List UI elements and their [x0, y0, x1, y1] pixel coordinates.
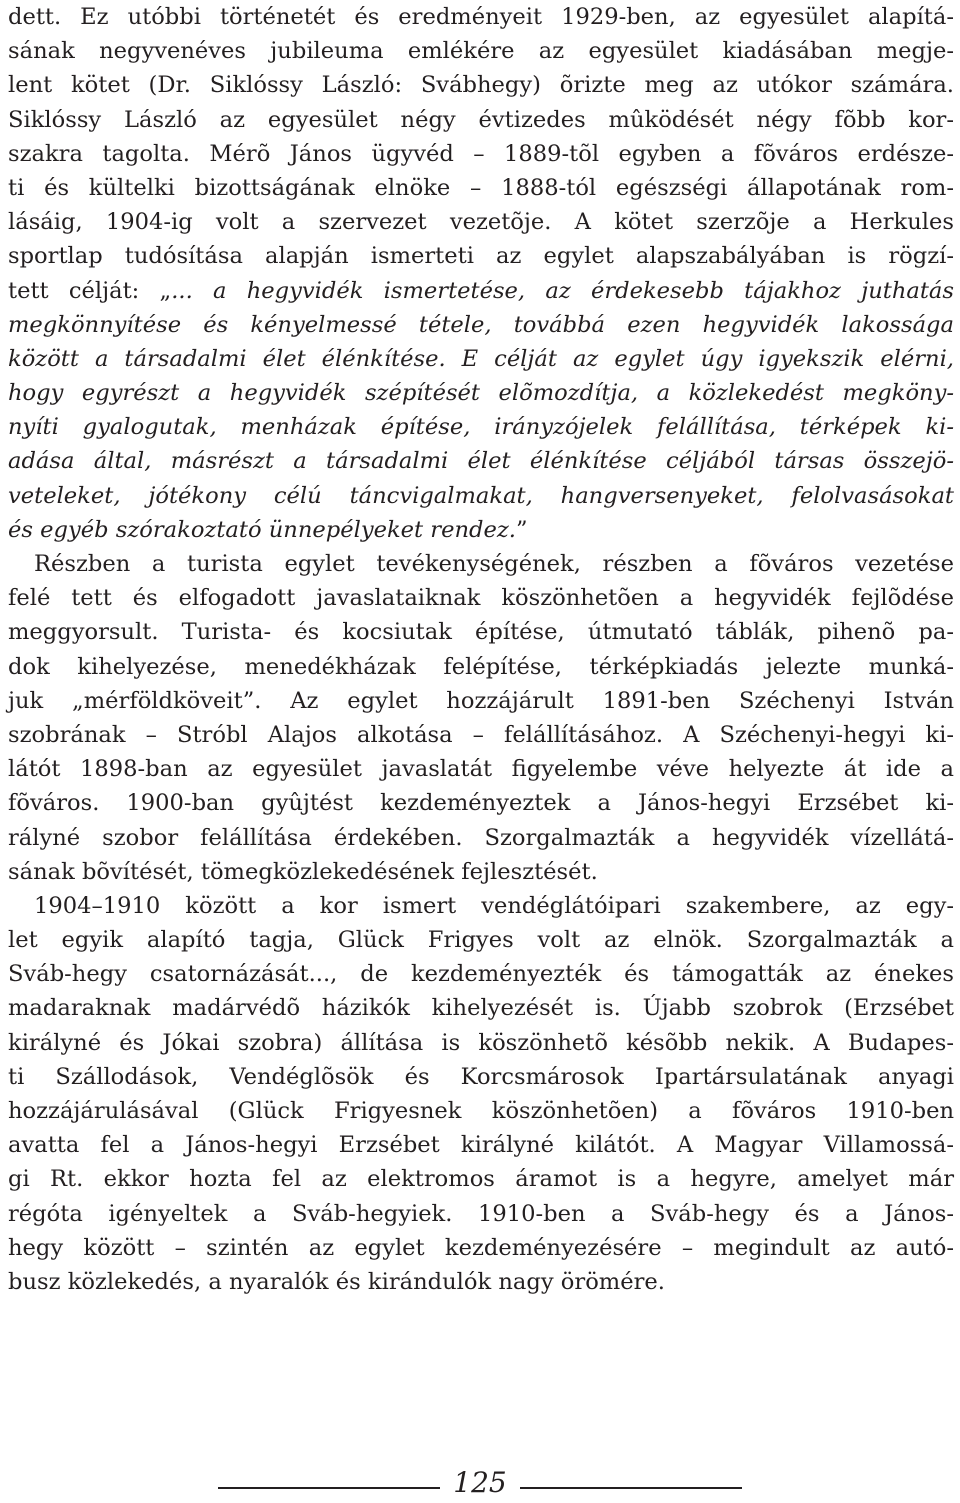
- text-line: rályné szobor felállítása érdekében. Szorgalmazták a hegyvidék vízellátá-: [8, 824, 954, 851]
- text-line: ti és kültelki bizottságának elnöke – 1888-tól egészségi állapotának rom-: [8, 174, 954, 201]
- text-line: szakra tagolta. Mérõ János ügyvéd – 1889-tõl egyben a fõváros erdésze-: [8, 140, 954, 167]
- text-line: lent kötet (Dr. Siklóssy László: Svábhegy) õrizte meg az utókor számára.: [8, 72, 954, 99]
- text-line: Sváb-hegy csatornázását..., de kezdeményezték és támogatták az énekes: [8, 961, 954, 988]
- quote-line: nyíti gyalogutak, menházak építése, irányzójelek felállítása, térképek ki-: [8, 414, 954, 441]
- text-line: fõváros. 1900-ban gyûjtést kezdeményeztek a János-hegyi Erzsébet ki-: [8, 790, 954, 817]
- footer-rule-right: [520, 1487, 742, 1489]
- quote-line-end: [8, 513, 954, 547]
- text-line: királyné és Jókai szobra) állítása is köszönhetõ késõbb nekik. A Budapes-: [8, 1029, 954, 1056]
- text-line: juk „mérföldköveit”. Az egylet hozzájárult 1891-ben Széchenyi István: [8, 687, 954, 714]
- paragraph-first-line: 1904–1910 között a kor ismert vendéglátóipari szakembere, az egy-: [34, 892, 954, 919]
- text-line: ti Szállodások, Vendéglõsök és Korcsmárosok Ipartársulatának anyagi: [8, 1063, 954, 1090]
- text-line: régóta igényeltek a Sváb-hegyiek. 1910-ben a Sváb-hegy és a János-: [8, 1200, 954, 1227]
- page-footer: [0, 1462, 960, 1502]
- text-line: sportlap tudósítása alapján ismerteti az egylet alapszabályában is rögzí-: [8, 243, 954, 270]
- paragraph-last-line: busz közlekedés, a nyaralók és kirándulók nagy örömére.: [8, 1268, 665, 1295]
- text-line: felé tett és elfogadott javaslataiknak köszönhetõen a hegyvidék fejlõdése: [8, 585, 954, 612]
- text-line: sának negyvenéves jubileuma emlékére az egyesület kiadásában megje-: [8, 38, 954, 65]
- quote-line: adása által, másrészt a társadalmi élet élénkítése céljából társas összejö-: [8, 448, 954, 475]
- text-line: lásáig, 1904-ig volt a szervezet vezetõje. A kötet szerzõje a Herkules: [8, 209, 954, 236]
- footer-rule-left: [218, 1487, 440, 1489]
- text-line: avatta fel a János-hegyi Erzsébet királyné kilátót. A Magyar Villamossá-: [8, 1132, 954, 1159]
- text-line: dett. Ez utóbbi történetét és eredményeit 1929-ben, az egyesület alapítá-: [8, 4, 954, 30]
- text-line-mixed: [8, 274, 954, 308]
- text-line: szobrának – Stróbl Alajos alkotása – felállításához. A Széchenyi-hegyi ki-: [8, 721, 954, 748]
- paragraph-first-line: Részben a turista egylet tevékenységének, részben a fõváros vezetése: [34, 551, 954, 577]
- text-line: let egyik alapító tagja, Glück Frigyes volt az elnök. Szorgalmazták a: [8, 927, 954, 954]
- text-segment: ”: [515, 516, 528, 543]
- quote-segment: és egyéb szórakoztató ünnepélyeket rendez.: [8, 516, 516, 543]
- text-line: dok kihelyezése, menedékházak felépítése, térképkiadás jelezte munká-: [8, 653, 954, 680]
- quote-line: hogy egyrészt a hegyvidék szépítését elõmozdítja, a közlekedést megköny-: [8, 380, 954, 407]
- text-segment: tett célját: „: [8, 277, 172, 304]
- quote-line: között a társadalmi élet élénkítése. E célját az egylet úgy igyekszik elérni,: [8, 345, 954, 372]
- text-line: gi Rt. ekkor hozta fel az elektromos áramot is a hegyre, amelyet már: [8, 1166, 954, 1193]
- text-line: Siklóssy László az egyesület négy évtizedes mûködését négy fõbb kor-: [8, 106, 954, 133]
- quote-line: veteleket, jótékony célú táncvigalmakat, hangversenyeket, felolvasásokat: [8, 482, 954, 509]
- text-line: látót 1898-ban az egyesület javaslatát figyelembe véve helyezte át ide a: [8, 756, 954, 783]
- quote-segment: ... a hegyvidék ismertetése, az érdekesebb tájakhoz juthatás: [171, 277, 954, 304]
- page-number: 125: [453, 1466, 507, 1499]
- text-line: madaraknak madárvédõ házikók kihelyezését is. Újabb szobrok (Erzsébet: [8, 995, 954, 1022]
- text-line: hozzájárulásával (Glück Frigyesnek köszönhetõen) a fõváros 1910-ben: [8, 1098, 954, 1124]
- quote-line: megkönnyítése és kényelmessé tétele, továbbá ezen hegyvidék lakossága: [8, 311, 954, 338]
- text-line: hegy között – szintén az egylet kezdeményezésére – megindult az autó-: [8, 1234, 954, 1261]
- body-text: [8, 0, 954, 1299]
- paragraph-last-line: sának bõvítését, tömegközlekedésének fejlesztését.: [8, 858, 598, 885]
- text-line: meggyorsult. Turista- és kocsiutak építése, útmutató táblák, pihenõ pa-: [8, 619, 954, 646]
